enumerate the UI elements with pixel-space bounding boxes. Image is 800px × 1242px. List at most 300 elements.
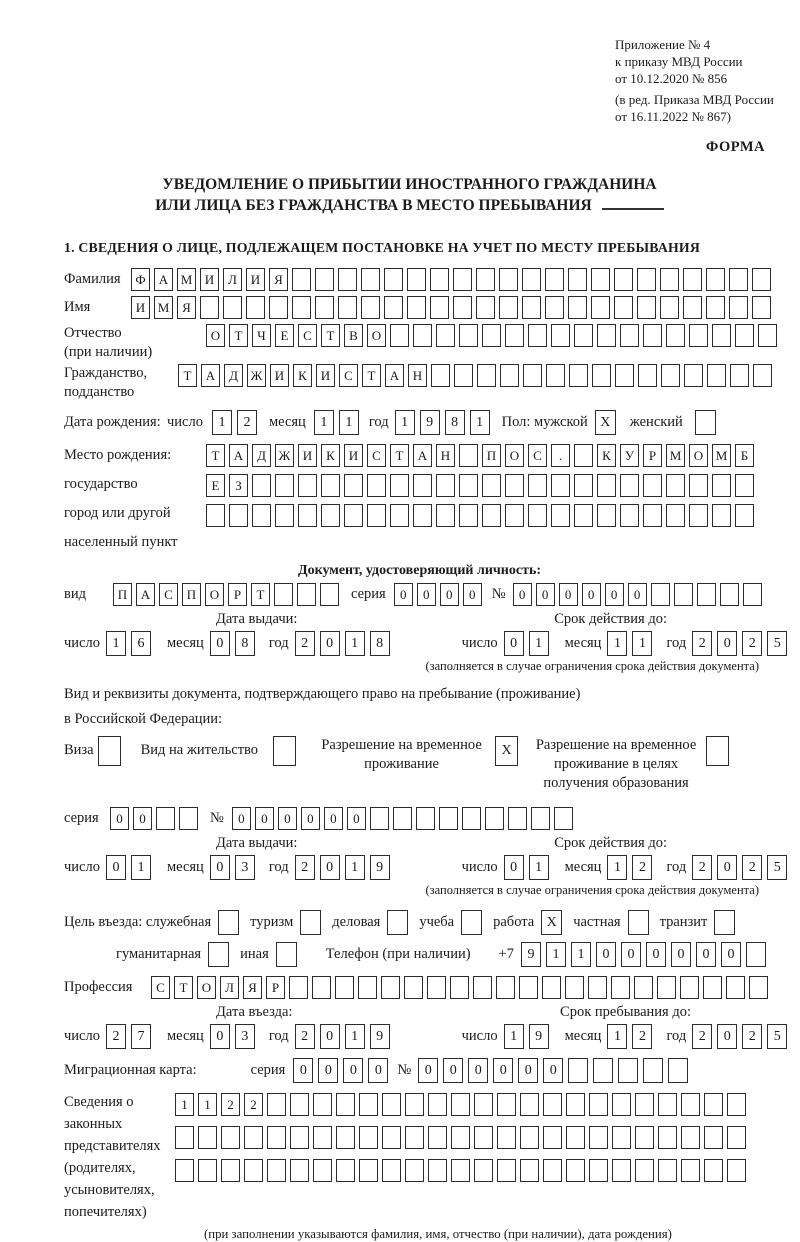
char-box[interactable] (292, 296, 311, 319)
surname-boxes[interactable] (131, 268, 771, 291)
char-box[interactable] (359, 1093, 378, 1116)
char-box[interactable] (476, 296, 495, 319)
char-box[interactable] (370, 807, 389, 830)
char-box[interactable] (657, 976, 676, 999)
char-box[interactable] (499, 296, 518, 319)
char-box[interactable]: 0 (696, 942, 716, 967)
char-box[interactable]: Е (275, 324, 294, 347)
char-box[interactable] (297, 583, 316, 606)
char-box[interactable] (635, 1093, 654, 1116)
char-box[interactable] (298, 504, 317, 527)
char-box[interactable]: О (205, 583, 224, 606)
char-box[interactable]: 0 (210, 855, 230, 880)
char-box[interactable] (706, 296, 725, 319)
doc-issue-year[interactable] (295, 631, 390, 656)
char-box[interactable] (482, 324, 501, 347)
char-box[interactable]: 0 (418, 1058, 438, 1083)
char-box[interactable]: 0 (513, 583, 532, 606)
permit-valid-month[interactable] (607, 855, 652, 880)
char-box[interactable]: Ж (275, 444, 294, 467)
char-box[interactable] (638, 364, 657, 387)
purpose-humanitarian-checkbox[interactable] (208, 942, 229, 967)
char-box[interactable]: . (551, 444, 570, 467)
char-box[interactable] (574, 474, 593, 497)
char-box[interactable]: И (200, 268, 219, 291)
char-box[interactable] (505, 324, 524, 347)
char-box[interactable] (482, 504, 501, 527)
char-box[interactable] (674, 583, 693, 606)
char-box[interactable] (384, 268, 403, 291)
profession-boxes[interactable] (151, 976, 768, 999)
char-box[interactable] (666, 474, 685, 497)
char-box[interactable]: Е (206, 474, 225, 497)
char-box[interactable]: 0 (717, 631, 737, 656)
char-box[interactable]: 8 (370, 631, 390, 656)
char-box[interactable]: 2 (244, 1093, 263, 1116)
char-box[interactable] (689, 504, 708, 527)
char-box[interactable] (473, 976, 492, 999)
char-box[interactable] (593, 1058, 613, 1083)
char-box[interactable] (315, 268, 334, 291)
char-box[interactable] (681, 1126, 700, 1149)
char-box[interactable]: 9 (370, 855, 390, 880)
char-box[interactable]: М (712, 444, 731, 467)
char-box[interactable] (413, 474, 432, 497)
birth-day-boxes[interactable] (212, 410, 257, 435)
char-box[interactable] (735, 324, 754, 347)
char-box[interactable]: 1 (339, 410, 359, 435)
char-box[interactable]: 0 (255, 807, 274, 830)
doc-issue-month[interactable] (210, 631, 255, 656)
char-box[interactable]: 0 (717, 855, 737, 880)
char-box[interactable] (743, 583, 762, 606)
char-box[interactable] (519, 976, 538, 999)
char-box[interactable] (643, 504, 662, 527)
char-box[interactable] (267, 1093, 286, 1116)
temp-residence-checkbox[interactable]: X (495, 736, 518, 766)
char-box[interactable]: 0 (320, 1024, 340, 1049)
char-box[interactable] (313, 1126, 332, 1149)
char-box[interactable] (359, 1126, 378, 1149)
char-box[interactable] (597, 474, 616, 497)
char-box[interactable] (290, 1126, 309, 1149)
char-box[interactable] (313, 1093, 332, 1116)
sex-female-checkbox[interactable] (695, 410, 716, 435)
char-box[interactable]: 1 (345, 1024, 365, 1049)
char-box[interactable]: П (182, 583, 201, 606)
char-box[interactable] (390, 504, 409, 527)
char-box[interactable]: 1 (395, 410, 415, 435)
char-box[interactable] (720, 583, 739, 606)
char-box[interactable]: 0 (278, 807, 297, 830)
char-box[interactable]: 9 (420, 410, 440, 435)
char-box[interactable] (290, 1159, 309, 1182)
char-box[interactable] (405, 1093, 424, 1116)
char-box[interactable] (643, 1058, 663, 1083)
char-box[interactable]: С (339, 364, 358, 387)
char-box[interactable]: 6 (131, 631, 151, 656)
char-box[interactable] (221, 1126, 240, 1149)
char-box[interactable]: 1 (345, 855, 365, 880)
char-box[interactable]: 0 (133, 807, 152, 830)
char-box[interactable]: 9 (521, 942, 541, 967)
char-box[interactable] (275, 504, 294, 527)
char-box[interactable]: К (321, 444, 340, 467)
char-box[interactable]: 1 (607, 1024, 627, 1049)
char-box[interactable]: Т (321, 324, 340, 347)
char-box[interactable] (289, 976, 308, 999)
char-box[interactable] (681, 1159, 700, 1182)
char-box[interactable]: 3 (235, 855, 255, 880)
char-box[interactable] (658, 1093, 677, 1116)
purpose-transit-checkbox[interactable] (714, 910, 735, 935)
char-box[interactable] (551, 474, 570, 497)
legal-rep-row3[interactable] (175, 1159, 746, 1182)
char-box[interactable] (269, 296, 288, 319)
char-box[interactable] (223, 296, 242, 319)
char-box[interactable] (413, 504, 432, 527)
char-box[interactable] (274, 583, 293, 606)
char-box[interactable]: 9 (529, 1024, 549, 1049)
char-box[interactable] (290, 1093, 309, 1116)
char-box[interactable]: 0 (106, 855, 126, 880)
char-box[interactable]: Н (436, 444, 455, 467)
char-box[interactable]: 0 (536, 583, 555, 606)
char-box[interactable]: 0 (394, 583, 413, 606)
char-box[interactable] (637, 268, 656, 291)
char-box[interactable] (546, 364, 565, 387)
char-box[interactable] (651, 583, 670, 606)
char-box[interactable] (156, 807, 175, 830)
char-box[interactable]: 2 (632, 855, 652, 880)
char-box[interactable]: 0 (605, 583, 624, 606)
char-box[interactable] (589, 1126, 608, 1149)
char-box[interactable]: И (131, 296, 150, 319)
char-box[interactable]: 8 (235, 631, 255, 656)
char-box[interactable]: 0 (320, 631, 340, 656)
char-box[interactable]: 2 (237, 410, 257, 435)
char-box[interactable]: 3 (235, 1024, 255, 1049)
permit-number-boxes[interactable] (232, 807, 573, 830)
char-box[interactable]: О (689, 444, 708, 467)
char-box[interactable] (620, 474, 639, 497)
char-box[interactable] (704, 1126, 723, 1149)
char-box[interactable] (574, 444, 593, 467)
char-box[interactable] (336, 1126, 355, 1149)
char-box[interactable] (528, 504, 547, 527)
char-box[interactable] (367, 474, 386, 497)
char-box[interactable] (496, 976, 515, 999)
char-box[interactable] (620, 504, 639, 527)
char-box[interactable] (338, 268, 357, 291)
char-box[interactable]: 0 (301, 807, 320, 830)
char-box[interactable]: 1 (212, 410, 232, 435)
char-box[interactable]: 0 (504, 855, 524, 880)
char-box[interactable] (523, 364, 542, 387)
char-box[interactable]: 0 (110, 807, 129, 830)
char-box[interactable] (451, 1159, 470, 1182)
char-box[interactable]: Т (174, 976, 193, 999)
char-box[interactable]: Ч (252, 324, 271, 347)
char-box[interactable] (729, 268, 748, 291)
char-box[interactable]: Р (266, 976, 285, 999)
purpose-work-checkbox[interactable]: X (541, 910, 562, 935)
char-box[interactable] (313, 1159, 332, 1182)
char-box[interactable] (542, 976, 561, 999)
visa-checkbox[interactable] (98, 736, 121, 766)
char-box[interactable] (474, 1159, 493, 1182)
char-box[interactable]: 1 (607, 631, 627, 656)
purpose-tourism-checkbox[interactable] (300, 910, 321, 935)
char-box[interactable]: Н (408, 364, 427, 387)
char-box[interactable] (746, 942, 766, 967)
char-box[interactable]: 0 (621, 942, 641, 967)
permit-issue-day[interactable] (106, 855, 151, 880)
stay-month[interactable] (607, 1024, 652, 1049)
char-box[interactable]: А (229, 444, 248, 467)
char-box[interactable]: Д (224, 364, 243, 387)
char-box[interactable] (588, 976, 607, 999)
char-box[interactable] (381, 976, 400, 999)
char-box[interactable]: П (113, 583, 132, 606)
char-box[interactable]: С (151, 976, 170, 999)
char-box[interactable] (592, 364, 611, 387)
char-box[interactable]: Л (223, 268, 242, 291)
char-box[interactable] (683, 296, 702, 319)
char-box[interactable] (252, 504, 271, 527)
char-box[interactable] (179, 807, 198, 830)
char-box[interactable]: Р (643, 444, 662, 467)
char-box[interactable] (689, 324, 708, 347)
stay-year[interactable] (692, 1024, 787, 1049)
char-box[interactable]: М (154, 296, 173, 319)
char-box[interactable] (520, 1159, 539, 1182)
permit-issue-month[interactable] (210, 855, 255, 880)
given-name-boxes[interactable] (131, 296, 771, 319)
char-box[interactable]: Т (206, 444, 225, 467)
char-box[interactable] (206, 504, 225, 527)
char-box[interactable]: М (177, 268, 196, 291)
char-box[interactable] (668, 1058, 688, 1083)
char-box[interactable]: 0 (582, 583, 601, 606)
char-box[interactable]: 0 (671, 942, 691, 967)
char-box[interactable] (551, 504, 570, 527)
char-box[interactable]: В (344, 324, 363, 347)
permit-series-boxes[interactable] (110, 807, 198, 830)
char-box[interactable] (275, 474, 294, 497)
char-box[interactable] (681, 1093, 700, 1116)
char-box[interactable] (574, 504, 593, 527)
char-box[interactable] (683, 268, 702, 291)
char-box[interactable]: 0 (210, 1024, 230, 1049)
char-box[interactable] (505, 474, 524, 497)
residence-permit-checkbox[interactable] (273, 736, 296, 766)
char-box[interactable]: 2 (742, 631, 762, 656)
char-box[interactable]: Л (220, 976, 239, 999)
citizenship-boxes[interactable] (178, 364, 772, 387)
stay-day[interactable] (504, 1024, 549, 1049)
char-box[interactable]: З (229, 474, 248, 497)
doc-number-boxes[interactable] (513, 583, 762, 606)
phone-boxes[interactable] (521, 942, 766, 967)
char-box[interactable] (643, 324, 662, 347)
char-box[interactable]: К (293, 364, 312, 387)
char-box[interactable]: А (201, 364, 220, 387)
char-box[interactable] (500, 364, 519, 387)
char-box[interactable] (320, 583, 339, 606)
permit-valid-day[interactable] (504, 855, 549, 880)
birth-place-row1[interactable] (206, 444, 754, 467)
char-box[interactable]: 1 (529, 855, 549, 880)
char-box[interactable] (565, 976, 584, 999)
char-box[interactable] (569, 364, 588, 387)
char-box[interactable] (244, 1159, 263, 1182)
char-box[interactable] (727, 1159, 746, 1182)
char-box[interactable] (267, 1159, 286, 1182)
char-box[interactable] (221, 1159, 240, 1182)
char-box[interactable] (485, 807, 504, 830)
char-box[interactable]: Т (229, 324, 248, 347)
char-box[interactable] (451, 1126, 470, 1149)
char-box[interactable] (689, 474, 708, 497)
char-box[interactable] (482, 474, 501, 497)
char-box[interactable] (545, 296, 564, 319)
char-box[interactable] (753, 364, 772, 387)
char-box[interactable]: 1 (504, 1024, 524, 1049)
char-box[interactable] (758, 324, 777, 347)
char-box[interactable]: 1 (529, 631, 549, 656)
char-box[interactable]: С (298, 324, 317, 347)
char-box[interactable] (615, 364, 634, 387)
char-box[interactable]: А (136, 583, 155, 606)
char-box[interactable] (436, 504, 455, 527)
char-box[interactable] (735, 504, 754, 527)
char-box[interactable] (637, 296, 656, 319)
char-box[interactable]: О (367, 324, 386, 347)
char-box[interactable] (428, 1126, 447, 1149)
char-box[interactable]: 0 (463, 583, 482, 606)
char-box[interactable] (697, 583, 716, 606)
char-box[interactable]: 0 (232, 807, 251, 830)
char-box[interactable] (344, 504, 363, 527)
char-box[interactable]: 1 (345, 631, 365, 656)
char-box[interactable] (704, 1093, 723, 1116)
doc-valid-month[interactable] (607, 631, 652, 656)
char-box[interactable] (618, 1058, 638, 1083)
char-box[interactable] (430, 268, 449, 291)
legal-rep-row2[interactable] (175, 1126, 746, 1149)
char-box[interactable]: С (528, 444, 547, 467)
char-box[interactable]: 0 (417, 583, 436, 606)
char-box[interactable] (568, 296, 587, 319)
char-box[interactable]: Я (269, 268, 288, 291)
patronymic-boxes[interactable] (206, 324, 777, 347)
char-box[interactable] (459, 474, 478, 497)
char-box[interactable] (336, 1093, 355, 1116)
char-box[interactable] (428, 1159, 447, 1182)
char-box[interactable] (367, 504, 386, 527)
char-box[interactable] (198, 1126, 217, 1149)
char-box[interactable]: 0 (493, 1058, 513, 1083)
char-box[interactable] (477, 364, 496, 387)
char-box[interactable]: 5 (767, 855, 787, 880)
char-box[interactable]: 0 (320, 855, 340, 880)
char-box[interactable]: 2 (692, 1024, 712, 1049)
char-box[interactable]: И (298, 444, 317, 467)
char-box[interactable]: 0 (347, 807, 366, 830)
permit-issue-year[interactable] (295, 855, 390, 880)
char-box[interactable] (752, 268, 771, 291)
char-box[interactable] (436, 474, 455, 497)
doc-series-boxes[interactable] (394, 583, 482, 606)
doc-kind-boxes[interactable] (113, 583, 339, 606)
char-box[interactable] (298, 474, 317, 497)
char-box[interactable] (453, 268, 472, 291)
char-box[interactable] (660, 296, 679, 319)
char-box[interactable]: 1 (571, 942, 591, 967)
char-box[interactable] (476, 268, 495, 291)
char-box[interactable] (703, 976, 722, 999)
char-box[interactable]: 1 (131, 855, 151, 880)
char-box[interactable] (450, 976, 469, 999)
char-box[interactable] (404, 976, 423, 999)
char-box[interactable] (407, 296, 426, 319)
char-box[interactable] (597, 324, 616, 347)
char-box[interactable]: Я (243, 976, 262, 999)
char-box[interactable]: О (206, 324, 225, 347)
char-box[interactable]: 0 (646, 942, 666, 967)
char-box[interactable] (384, 296, 403, 319)
char-box[interactable]: 0 (468, 1058, 488, 1083)
char-box[interactable] (660, 268, 679, 291)
legal-rep-row1[interactable] (175, 1093, 746, 1116)
char-box[interactable]: С (367, 444, 386, 467)
char-box[interactable] (666, 324, 685, 347)
char-box[interactable]: 2 (295, 855, 315, 880)
char-box[interactable] (566, 1159, 585, 1182)
char-box[interactable] (390, 474, 409, 497)
char-box[interactable] (566, 1093, 585, 1116)
char-box[interactable]: 0 (717, 1024, 737, 1049)
char-box[interactable]: 5 (767, 1024, 787, 1049)
purpose-private-checkbox[interactable] (628, 910, 649, 935)
char-box[interactable] (252, 474, 271, 497)
char-box[interactable] (436, 324, 455, 347)
char-box[interactable]: 0 (596, 942, 616, 967)
char-box[interactable]: 0 (628, 583, 647, 606)
birth-place-row3[interactable] (206, 504, 754, 527)
char-box[interactable] (735, 474, 754, 497)
char-box[interactable] (198, 1159, 217, 1182)
char-box[interactable]: А (385, 364, 404, 387)
char-box[interactable]: 0 (543, 1058, 563, 1083)
char-box[interactable]: Я (177, 296, 196, 319)
char-box[interactable] (497, 1159, 516, 1182)
char-box[interactable]: О (505, 444, 524, 467)
char-box[interactable] (612, 1093, 631, 1116)
char-box[interactable] (244, 1126, 263, 1149)
entry-day[interactable] (106, 1024, 151, 1049)
purpose-official-checkbox[interactable] (218, 910, 239, 935)
char-box[interactable]: 2 (692, 855, 712, 880)
char-box[interactable] (522, 268, 541, 291)
char-box[interactable] (497, 1093, 516, 1116)
char-box[interactable] (531, 807, 550, 830)
char-box[interactable] (312, 976, 331, 999)
char-box[interactable]: А (413, 444, 432, 467)
char-box[interactable]: И (270, 364, 289, 387)
char-box[interactable] (707, 364, 726, 387)
